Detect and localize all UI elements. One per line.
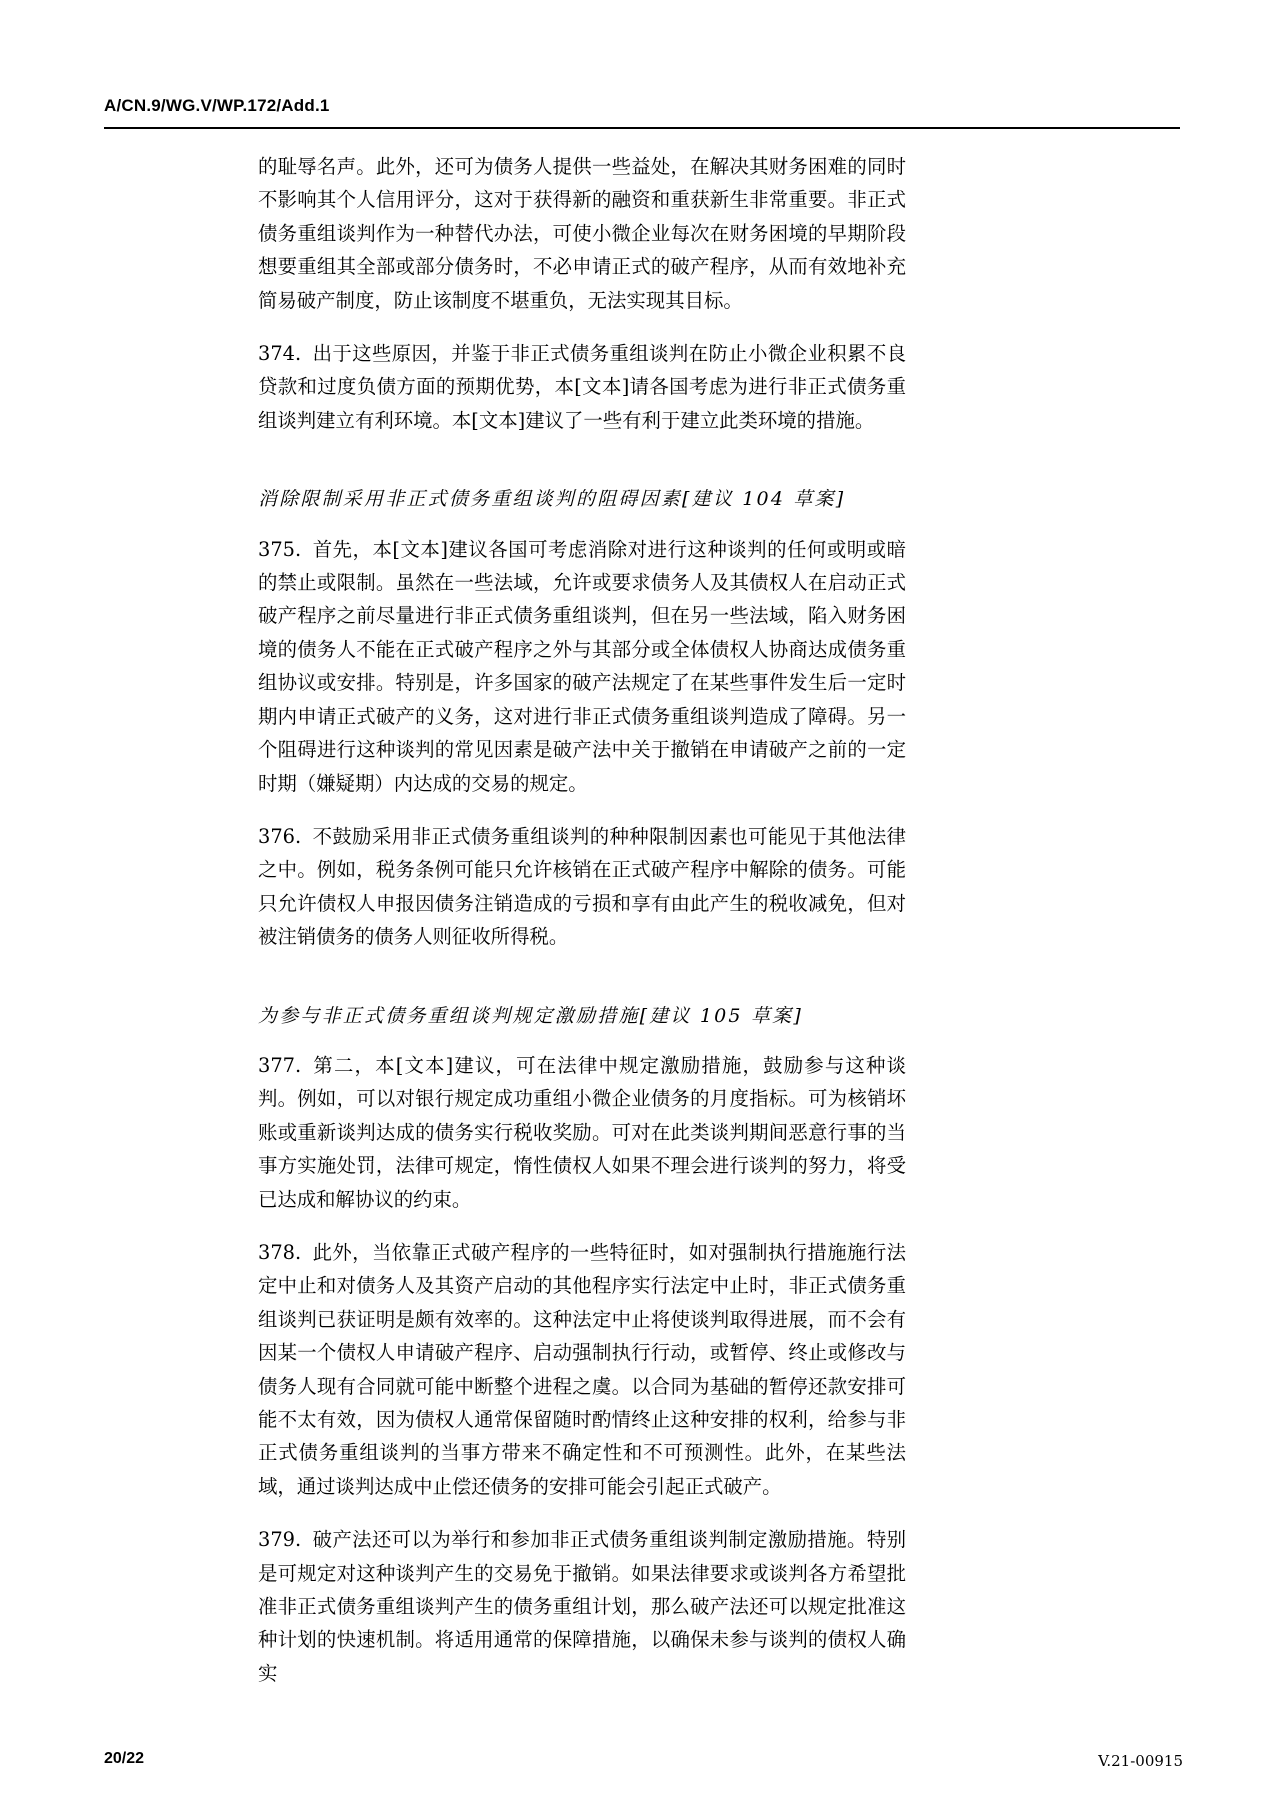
doc-symbol: A/CN.9/WG.V/WP.172/Add.1 xyxy=(104,96,330,115)
paragraph-continuation xyxy=(258,150,906,317)
paragraph-375 xyxy=(258,533,906,800)
paragraph-number: 375. xyxy=(258,537,302,561)
paragraph-number: 374. xyxy=(258,342,302,366)
page-number: 20/22 xyxy=(104,1750,145,1767)
paragraph-number: 377. xyxy=(258,1053,302,1077)
paragraph-text: 不鼓励采用非正式债务重组谈判的种种限制因素也可能见于其他法律之中。例如，税务条例可能只允许核销在正式破产程序中解除的债务。可能只允许债权人申报因债务注销造成的亏损和享有由此产生的税收减免，但对被注销债务的债务人则征收所得税。 xyxy=(258,824,906,949)
paragraph-374 xyxy=(258,337,906,437)
section-heading-rec105: 为参与非正式债务重组谈判规定激励措施[建议 105 草案] xyxy=(258,1004,803,1027)
paragraph-text: 破产法还可以为举行和参加非正式债务重组谈判制定激励措施。特别是可规定对这种谈判产生的交易免于撤销。如果法律要求或谈判各方希望批准非正式债务重组谈判产生的债务重组计划，那么破产法还可以规定批准这种计划的快速机制。将适用通常的保障措施，以确保未参与谈判的债权人确实 xyxy=(258,1528,906,1685)
paragraph-378 xyxy=(258,1236,906,1503)
paragraph-number: 378. xyxy=(258,1240,302,1264)
paragraph-377 xyxy=(258,1049,906,1216)
document-ref-number: V.21-00915 xyxy=(1098,1752,1183,1770)
paragraph-376 xyxy=(258,820,906,954)
paragraph-379 xyxy=(258,1523,906,1690)
paragraph-text: 第二，本[文本]建议，可在法律中规定激励措施，鼓励参与这种谈判。例如，可以对银行规定成功重组小微企业债务的月度指标。可为核销坏账或重新谈判达成的债务实行税收奖励。可对在此类谈判期间恶意行事的当事方实施处罚，法律可规定，惰性债权人如果不理会进行谈判的努力，将受已达成和解协议的约束。 xyxy=(258,1053,906,1211)
section-heading-rec104: 消除限制采用非正式债务重组谈判的阻碍因素[建议 104 草案] xyxy=(258,488,846,511)
paragraph-number: 379. xyxy=(258,1528,302,1552)
document-body xyxy=(258,150,906,1710)
header-rule xyxy=(104,127,1180,129)
paragraph-text: 首先，本[文本]建议各国可考虑消除对进行这种谈判的任何或明或暗的禁止或限制。虽然在一些法域，允许或要求债务人及其债权人在启动正式破产程序之前尽量进行非正式债务重组谈判，但在另一些法域，陷入财务困境的债务人不能在正式破产程序之外与其部分或全体债权人协商达成债务重组协议或安排。特别是，许多国家的破产法规定了在某些事件发生后一定时期内申请正式破产的义务，这对进行非正式债务重组谈判造成了障碍。另一个阻碍进行这种谈判的常见因素是破产法中关于撤销在申请破产之前的一定时期（嫌疑期）内达成的交易的规定。 xyxy=(258,537,906,795)
paragraph-text: 出于这些原因，并鉴于非正式债务重组谈判在防止小微企业积累不良贷款和过度负债方面的预期优势，本[文本]请各国考虑为进行非正式债务重组谈判建立有利环境。本[文本]建议了一些有利于建立此类环境的措施。 xyxy=(258,342,906,432)
paragraph-text: 此外，当依靠正式破产程序的一些特征时，如对强制执行措施施行法定中止和对债务人及其资产启动的其他程序实行法定中止时，非正式债务重组谈判已获证明是颇有效率的。这种法定中止将使谈判取得进展，而不会有因某一个债权人申请破产程序、启动强制执行行动，或暂停、终止或修改与债务人现有合同就可能中断整个进程之虞。以合同为基础的暂停还款安排可能不太有效，因为债权人通常保留随时酌情终止这种安排的权利，给参与非正式债务重组谈判的当事方带来不确定性和不可预测性。此外，在某些法域，通过谈判达成中止偿还债务的安排可能会引起正式破产。 xyxy=(258,1240,906,1498)
paragraph-number: 376. xyxy=(258,824,302,848)
paragraph-text: 的耻辱名声。此外，还可为债务人提供一些益处，在解决其财务困难的同时不影响其个人信用评分，这对于获得新的融资和重获新生非常重要。非正式债务重组谈判作为一种替代办法，可使小微企业每次在财务困境的早期阶段想要重组其全部或部分债务时，不必申请正式的破产程序，从而有效地补充简易破产制度，防止该制度不堪重负，无法实现其目标。 xyxy=(258,155,906,312)
